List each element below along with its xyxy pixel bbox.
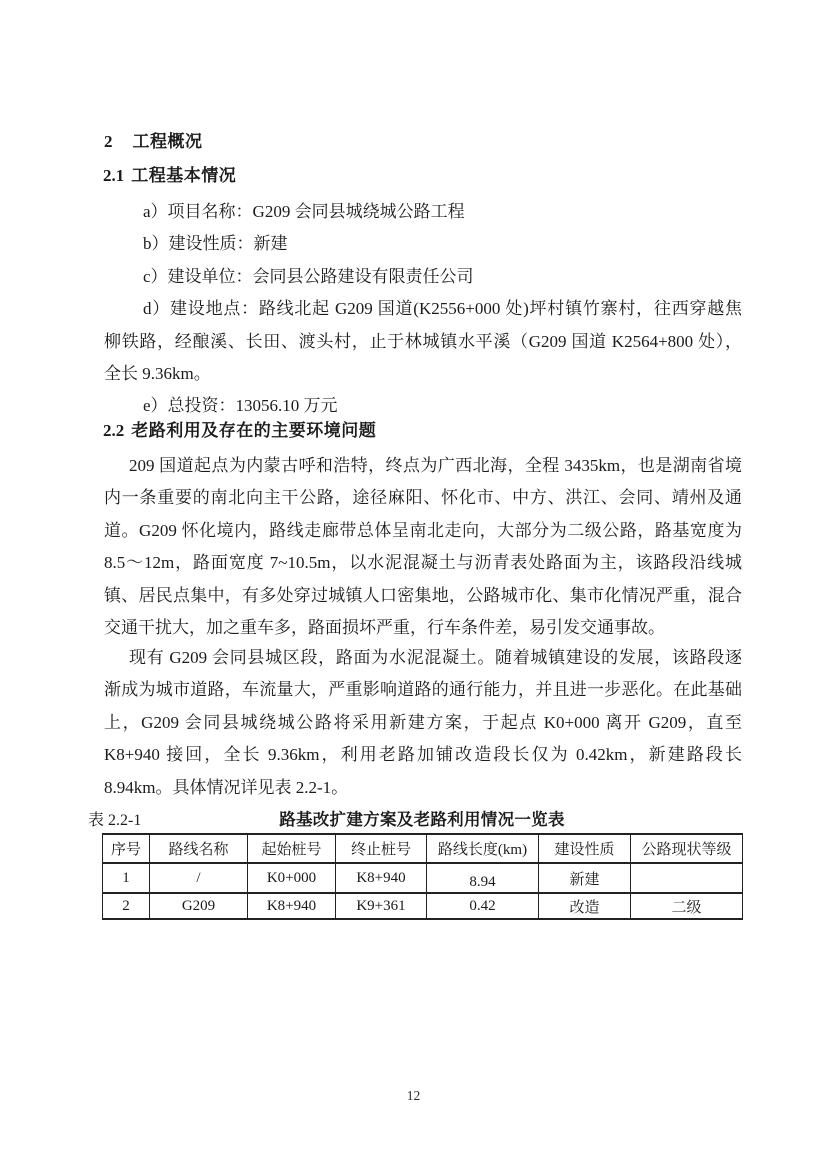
table-cell: 1 bbox=[103, 863, 150, 893]
table-cell: G209 bbox=[150, 893, 248, 919]
column-header: 序号 bbox=[103, 834, 150, 863]
table-cell bbox=[631, 863, 743, 893]
table-header-row bbox=[103, 834, 743, 863]
column-header: 终止桩号 bbox=[336, 834, 427, 863]
table-caption bbox=[85, 806, 742, 830]
page-number-footer bbox=[0, 1088, 827, 1104]
table-cell: 0.42 bbox=[427, 893, 539, 919]
table-cell: K8+940 bbox=[336, 863, 427, 893]
list-item bbox=[104, 196, 742, 228]
table-cell: 2 bbox=[103, 893, 150, 919]
text-line: K8+940 接回，全长 9.36km，利用老路加铺改造段长仅为 0.42km，新建路段长 bbox=[104, 745, 742, 765]
list-item bbox=[104, 390, 742, 422]
page-number: 12 bbox=[406, 1088, 421, 1103]
text-line: 8.5～12m，路面宽度 7~10.5m，以水泥混凝土与沥青表处路面为主，该路段沿线城 bbox=[104, 553, 742, 573]
section-heading-2-1 bbox=[103, 165, 236, 187]
text-line: e）总投资：13056.10 万元 bbox=[143, 396, 338, 416]
text-line: 柳铁路，经酿溪、长田、渡头村，止于林城镇水平溪（G209 国道 K2564+800 处）， bbox=[104, 331, 742, 351]
paragraph bbox=[104, 642, 742, 804]
table-cell: 二级 bbox=[631, 893, 743, 919]
heading-number: 2.2 bbox=[103, 421, 125, 440]
table-row bbox=[103, 893, 743, 919]
table-cell: 改造 bbox=[539, 893, 631, 919]
list-item bbox=[104, 261, 742, 293]
project-basic-info-list bbox=[104, 196, 742, 423]
heading-title: 工程概况 bbox=[132, 132, 203, 151]
table-cell: 8.94 bbox=[427, 863, 539, 893]
table-row bbox=[103, 863, 743, 893]
column-header: 起始桩号 bbox=[248, 834, 336, 863]
text-line: 镇、居民点集中，有多处穿过城镇人口密集地，公路城市化、集市化情况严重，混合 bbox=[104, 585, 742, 605]
text-line: 内一条重要的南北向主干公路，途径麻阳、怀化市、中方、洪江、会同、靖州及通 bbox=[104, 488, 742, 508]
text-line: 全长 9.36km。 bbox=[104, 364, 211, 384]
text-line: 209 国道起点为内蒙古呼和浩特，终点为广西北海，全程 3435km，也是湖南省境 bbox=[129, 456, 742, 475]
heading-number: 2.1 bbox=[103, 166, 125, 185]
table-cell: K8+940 bbox=[248, 893, 336, 919]
table-cell: 新建 bbox=[539, 863, 631, 893]
text-line: 8.94km。具体情况详见表 2.2-1。 bbox=[104, 777, 349, 797]
column-header: 路线名称 bbox=[150, 834, 248, 863]
text-line: 渐成为城市道路，车流量大，严重影响道路的通行能力，并且进一步恶化。在此基础 bbox=[104, 680, 742, 700]
text-line: b）建设性质：新建 bbox=[143, 234, 288, 254]
text-line: 上，G209 会同县城绕城公路将采用新建方案，于起点 K0+000 离开 G209，直至 bbox=[104, 712, 742, 732]
column-header: 公路现状等级 bbox=[631, 834, 743, 863]
section-heading-2-2 bbox=[103, 420, 376, 442]
road-scheme-table bbox=[102, 833, 743, 920]
heading-title: 老路利用及存在的主要环境问题 bbox=[131, 421, 377, 440]
heading-title: 工程基本情况 bbox=[131, 166, 237, 185]
list-item bbox=[104, 228, 742, 260]
table-cell: / bbox=[150, 863, 248, 893]
text-line: a）项目名称：G209 会同县城绕城公路工程 bbox=[143, 202, 465, 221]
table-caption-label: 表 2.2-1 bbox=[88, 812, 142, 829]
table-cell: K0+000 bbox=[248, 863, 336, 893]
text-line: d）建设地点：路线北起 G209 国道(K2556+000 处)坪村镇竹寨村，往西穿越焦 bbox=[143, 299, 742, 319]
list-item bbox=[104, 293, 742, 390]
column-header: 路线长度(km) bbox=[427, 834, 539, 863]
section-heading-2 bbox=[104, 131, 203, 153]
column-header: 建设性质 bbox=[539, 834, 631, 863]
paragraph bbox=[104, 450, 742, 644]
table-cell: K9+361 bbox=[336, 893, 427, 919]
text-line: 道。G209 怀化境内，路线走廊带总体呈南北走向，大部分为二级公路，路基宽度为 bbox=[104, 520, 742, 540]
text-line: 交通干扰大，加之重车多，路面损坏严重，行车条件差，易引发交通事故。 bbox=[104, 618, 665, 638]
heading-number: 2 bbox=[104, 132, 113, 151]
table-caption-title: 路基改扩建方案及老路利用情况一览表 bbox=[279, 811, 565, 829]
text-line: c）建设单位：会同县公路建设有限责任公司 bbox=[143, 266, 474, 286]
text-line: 现有 G209 会同县城区段，路面为水泥混凝土。随着城镇建设的发展，该路段逐 bbox=[129, 648, 742, 667]
